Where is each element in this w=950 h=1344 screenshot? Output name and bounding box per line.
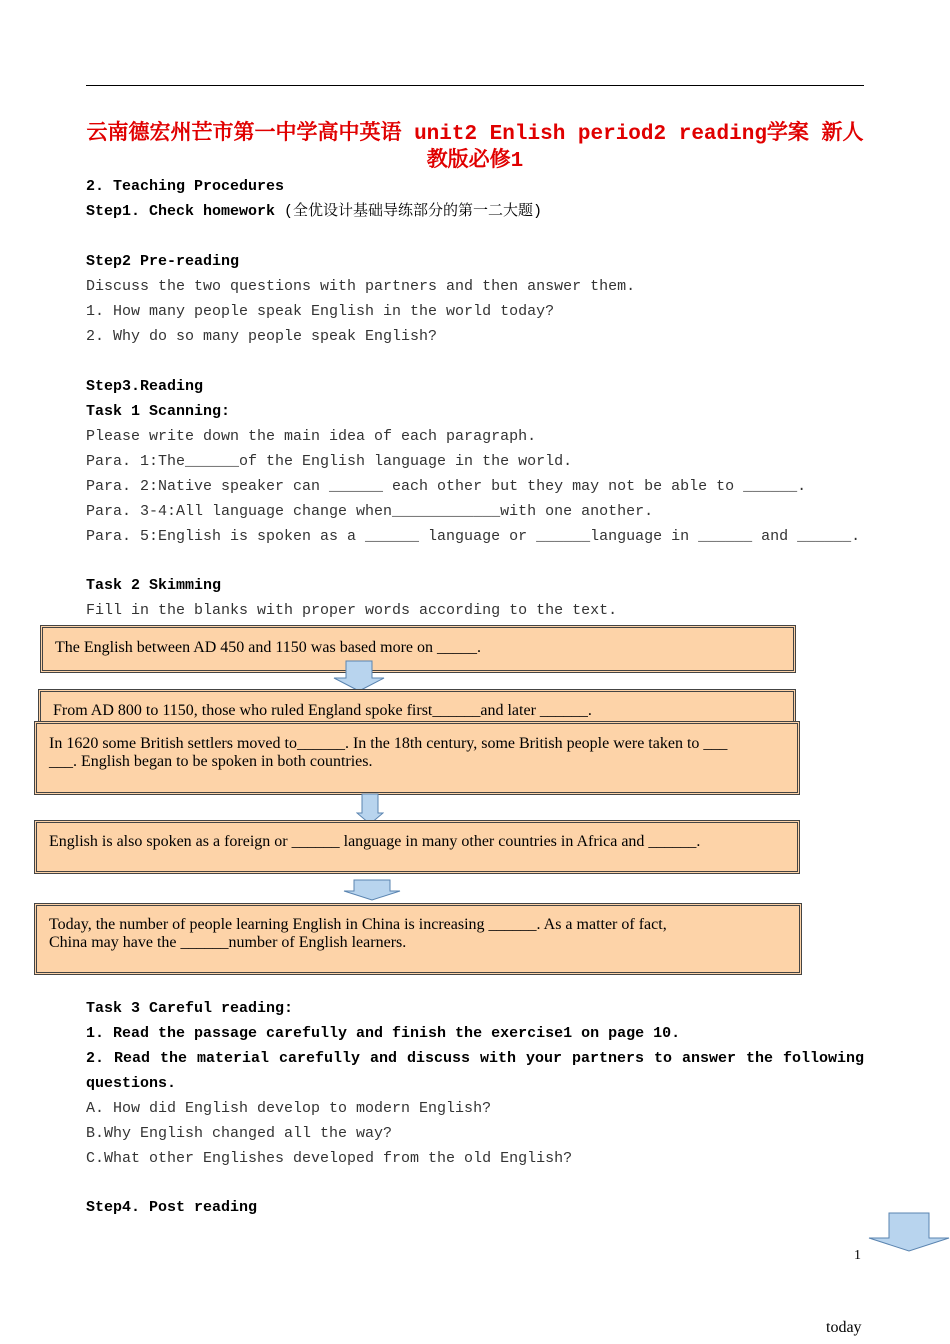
task3-item-2-line-1: 2. Read the material carefully and discuss with your partners to answer the following [86, 1050, 864, 1067]
question-b: B.Why English changed all the way? [86, 1125, 393, 1142]
document-title [86, 121, 864, 175]
task2-heading: Task 2 Skimming [86, 577, 222, 594]
flow-box-1-text: The English between AD 450 and 1150 was based more on _____. [55, 639, 481, 656]
flow-box-1 [40, 625, 796, 673]
para-5-line: Para. 5:English is spoken as a ______ language or ______language in ______ and ______. [86, 528, 861, 545]
step2-intro: Discuss the two questions with partners and then answer them. [86, 278, 636, 295]
flow-box-5-line-2: China may have the ______number of English learners. [49, 934, 407, 951]
task1-heading: Task 1 Scanning: [86, 403, 231, 420]
header-rule [86, 85, 864, 86]
task3-item-1: 1. Read the passage carefully and finish the exercise1 on page 10. [86, 1025, 681, 1042]
para-3-4-line: Para. 3-4:All language change when____________with one another. [86, 503, 654, 520]
flow-box-3-line-2: ___. English began to be spoken in both countries. [49, 753, 373, 770]
question-a: A. How did English develop to modern English? [86, 1100, 492, 1117]
flow-box-3 [34, 721, 800, 795]
step1-note: (全优设计基础导练部分的第一二大题) [275, 203, 543, 220]
step4-heading: Step4. Post reading [86, 1199, 258, 1216]
title-line-2: 教版必修1 [426, 150, 524, 173]
task2-intro: Fill in the blanks with proper words according to the text. [86, 602, 618, 619]
down-arrow-icon [867, 1212, 950, 1252]
question-c: C.What other Englishes developed from the old English? [86, 1150, 573, 1167]
flow-box-2-text: From AD 800 to 1150, those who ruled England spoke first______and later ______. [53, 702, 592, 719]
task3-item-2-line-2: questions. [86, 1075, 177, 1092]
down-arrow-icon [332, 660, 386, 692]
stray-word: today [826, 1319, 862, 1336]
page-number: 1 [854, 1248, 861, 1263]
step1-line [86, 202, 542, 222]
flow-box-5-line-1: Today, the number of people learning English in China is increasing ______. As a matter of fact, [49, 916, 667, 933]
task3-heading: Task 3 Careful reading: [86, 1000, 294, 1017]
step2-heading: Step2 Pre-reading [86, 253, 240, 270]
down-arrow-icon [342, 879, 402, 901]
procedures-heading: 2. Teaching Procedures [86, 178, 285, 195]
step2-question-2: 2. Why do so many people speak English? [86, 328, 438, 345]
para-1-line: Para. 1:The______of the English language in the world. [86, 453, 573, 470]
flow-box-4-text: English is also spoken as a foreign or ______ language in many other countries in Africa and ______. [49, 833, 701, 850]
step3-heading: Step3.Reading [86, 378, 204, 395]
title-line-1: 云南德宏州芒市第一中学高中英语 unit2 Enlish period2 reading学案 新人 [86, 123, 864, 146]
flow-box-5 [34, 903, 802, 975]
flow-box-4 [34, 820, 800, 874]
flow-box-3-line-1: In 1620 some British settlers moved to______. In the 18th century, some British people were taken to ___ [49, 735, 728, 752]
para-2-line: Para. 2:Native speaker can ______ each other but they may not be able to ______. [86, 478, 807, 495]
task1-intro: Please write down the main idea of each paragraph. [86, 428, 537, 445]
step1-label: Step1. Check homework [86, 203, 276, 220]
step2-question-1: 1. How many people speak English in the world today? [86, 303, 555, 320]
